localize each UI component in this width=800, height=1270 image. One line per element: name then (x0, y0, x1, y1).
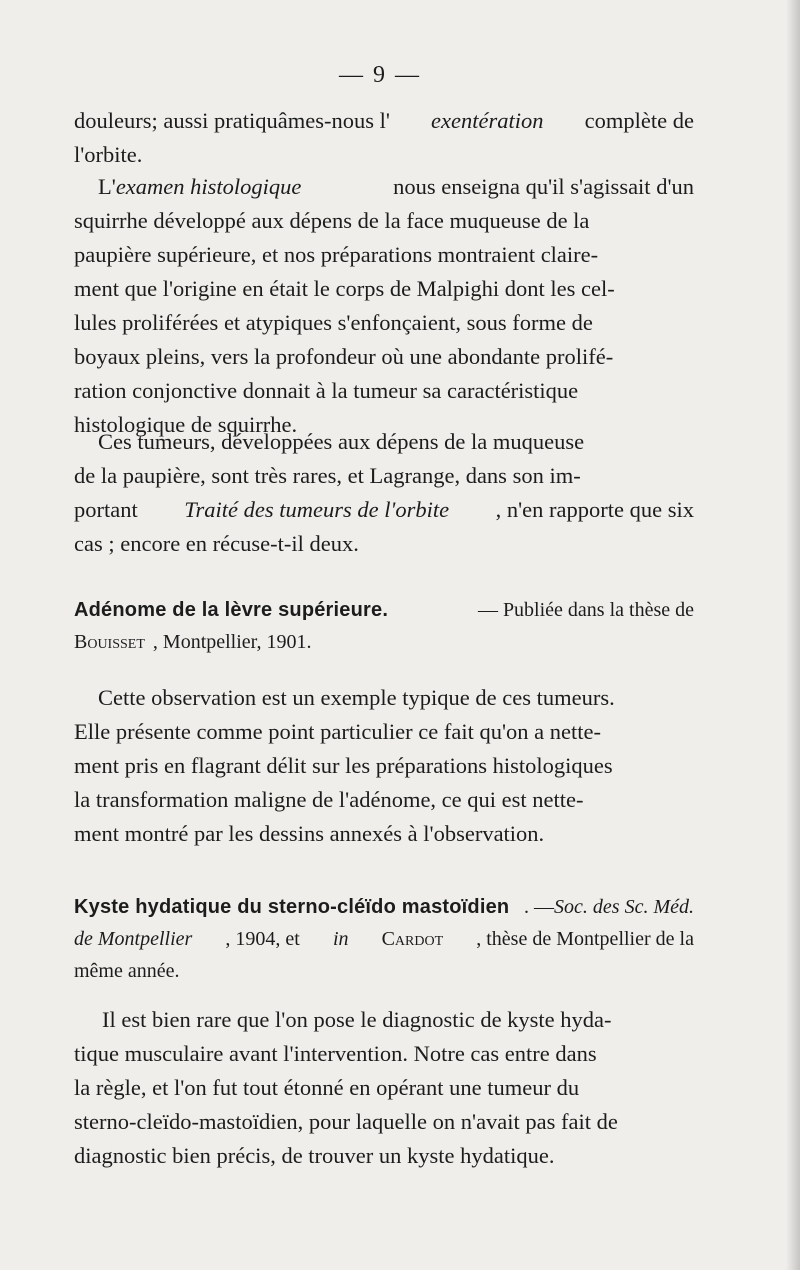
text-line: de Montpellier , 1904, et in Cardot , thèse de Montpellier de la (74, 923, 694, 955)
paragraph-3 (74, 425, 694, 561)
author-name: Cardot (381, 928, 444, 950)
text-line: paupière supérieure, et nos préparations montraient claire- (74, 242, 599, 267)
text-line: histologique de squirrhe. (74, 412, 298, 437)
text-line: diagnostic bien précis, de trouver un kyste hydatique. (74, 1143, 555, 1168)
journal-name: Soc. des Sc. Méd. (554, 896, 694, 918)
italic-term: exentération (431, 108, 544, 133)
author-name: Bouisset (74, 631, 145, 653)
text-line: Ces tumeurs, développées aux dépens de la muqueuse (98, 429, 585, 454)
text-line: Cette observation est un exemple typique de ces tumeurs. (98, 685, 615, 710)
paragraph-5 (74, 1003, 694, 1173)
paragraph-1 (74, 104, 694, 172)
text-line: l'orbite. (74, 142, 143, 167)
text-line: boyaux pleins, vers la profondeur où une abondante prolifé- (74, 344, 614, 369)
text-line: même année. (74, 960, 180, 982)
heading-title: Kyste hydatique du sterno-cléïdo mastoïdien (74, 896, 510, 918)
italic-term: examen histologique (115, 174, 302, 199)
text-line: squirrhe développé aux dépens de la face muqueuse de la (74, 208, 590, 233)
text-line: sterno-cleïdo-mastoïdien, pour laquelle on n'avait pas fait de (74, 1109, 618, 1134)
text-line: L'examen histologique nous enseigna qu'il s'agissait d'un (74, 170, 694, 204)
text-line: ment pris en flagrant délit sur les préparations histologiques (74, 753, 613, 778)
text-line: ration conjonctive donnait à la tumeur sa caractéristique (74, 378, 579, 403)
text-line: portant Traité des tumeurs de l'orbite , n'en rapporte que six (74, 493, 694, 527)
text-line: Bouisset , Montpellier, 1901. (74, 626, 694, 658)
text-line: Il est bien rare que l'on pose le diagnostic de kyste hyda- (102, 1007, 612, 1032)
text-line: ment que l'origine en était le corps de Malpighi dont les cel- (74, 276, 615, 301)
page-number: — 9 — (339, 62, 421, 88)
text-line: cas ; encore en récuse-t-il deux. (74, 531, 359, 556)
text-line: la transformation maligne de l'adénome, ce qui est nette- (74, 787, 584, 812)
journal-place: de Montpellier (74, 928, 193, 950)
text-line: lules proliférées et atypiques s'enfonçaient, sous forme de (74, 310, 593, 335)
text-line: ment montré par les dessins annexés à l'observation. (74, 821, 545, 846)
text-line: Adénome de la lèvre supérieure. — Publiée dans la thèse de (74, 594, 694, 626)
heading-title: Adénome de la lèvre supérieure. (74, 599, 389, 621)
italic-title: Traité des tumeurs de l'orbite (184, 497, 450, 522)
text-line: Elle présente comme point particulier ce fait qu'on a nette- (74, 719, 601, 744)
section-heading-2 (74, 891, 694, 987)
text-line: douleurs; aussi pratiquâmes-nous l' exentération complète de (74, 104, 694, 138)
text-line: Kyste hydatique du sterno-cléïdo mastoïdien . —Soc. des Sc. Méd. (74, 891, 694, 923)
text-line: de la paupière, sont très rares, et Lagrange, dans son im- (74, 463, 581, 488)
text-line: la règle, et l'on fut tout étonné en opérant une tumeur du (74, 1075, 580, 1100)
text-line: tique musculaire avant l'intervention. Notre cas entre dans (74, 1041, 597, 1066)
paragraph-4 (74, 681, 694, 851)
paragraph-2 (74, 170, 694, 442)
section-heading-1 (74, 594, 694, 658)
